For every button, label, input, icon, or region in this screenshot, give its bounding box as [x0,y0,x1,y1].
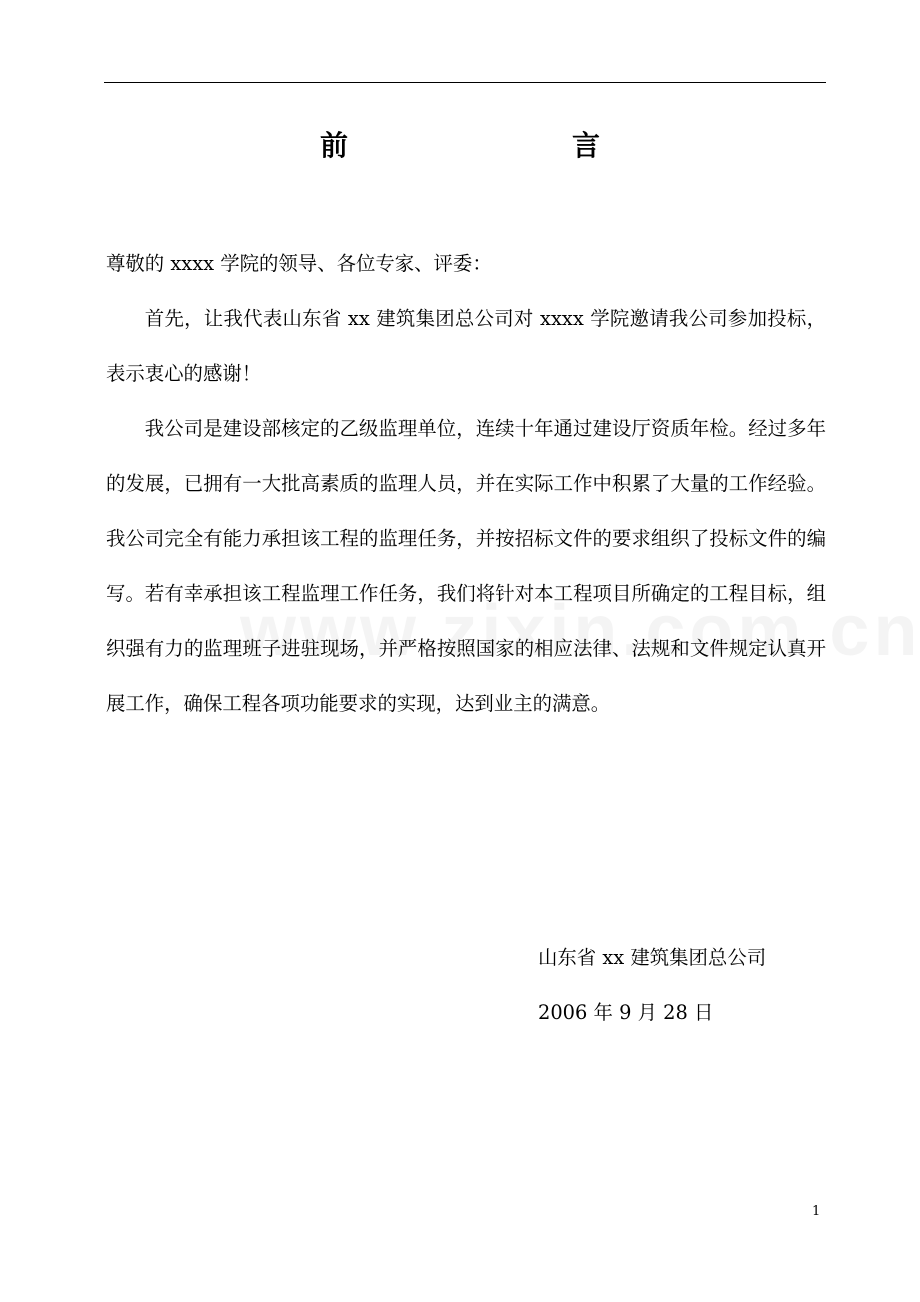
signature-date: 2006 年 9 月 28 日 [538,1001,714,1024]
page-number: 1 [812,1204,821,1219]
paragraph-company-intro: 我公司是建设部核定的乙级监理单位，连续十年通过建设厅资质年检。经过多年的发展，已拥有一大批高素质的监理人员，并在实际工作中积累了大量的工作经验。我公司完全有能力承担该工程的监理任务，并按招标文件的要求组织了投标文件的编写。若有幸承担该工程监理工作任务，我们将针对本工程项目所确定的工程目标，组织强有力的监理班子进驻现场，并严格按照国家的相应法律、法规和文件规定认真开展工作，确保工程各项功能要求的实现，达到业主的满意。 [106,417,826,715]
signature-company: 山东省 xx 建筑集团总公司 [538,946,767,969]
paragraph-thanks: 首先，让我代表山东省 xx 建筑集团总公司对 xxxx 学院邀请我公司参加投标，表示衷心的感谢！ [106,307,826,385]
signature-block [538,930,766,1040]
header-rule [104,82,826,83]
document-body [106,236,826,731]
document-title: 前 言 [319,129,656,162]
salutation: 尊敬的 xxxx 学院的领导、各位专家、评委： [106,252,492,275]
